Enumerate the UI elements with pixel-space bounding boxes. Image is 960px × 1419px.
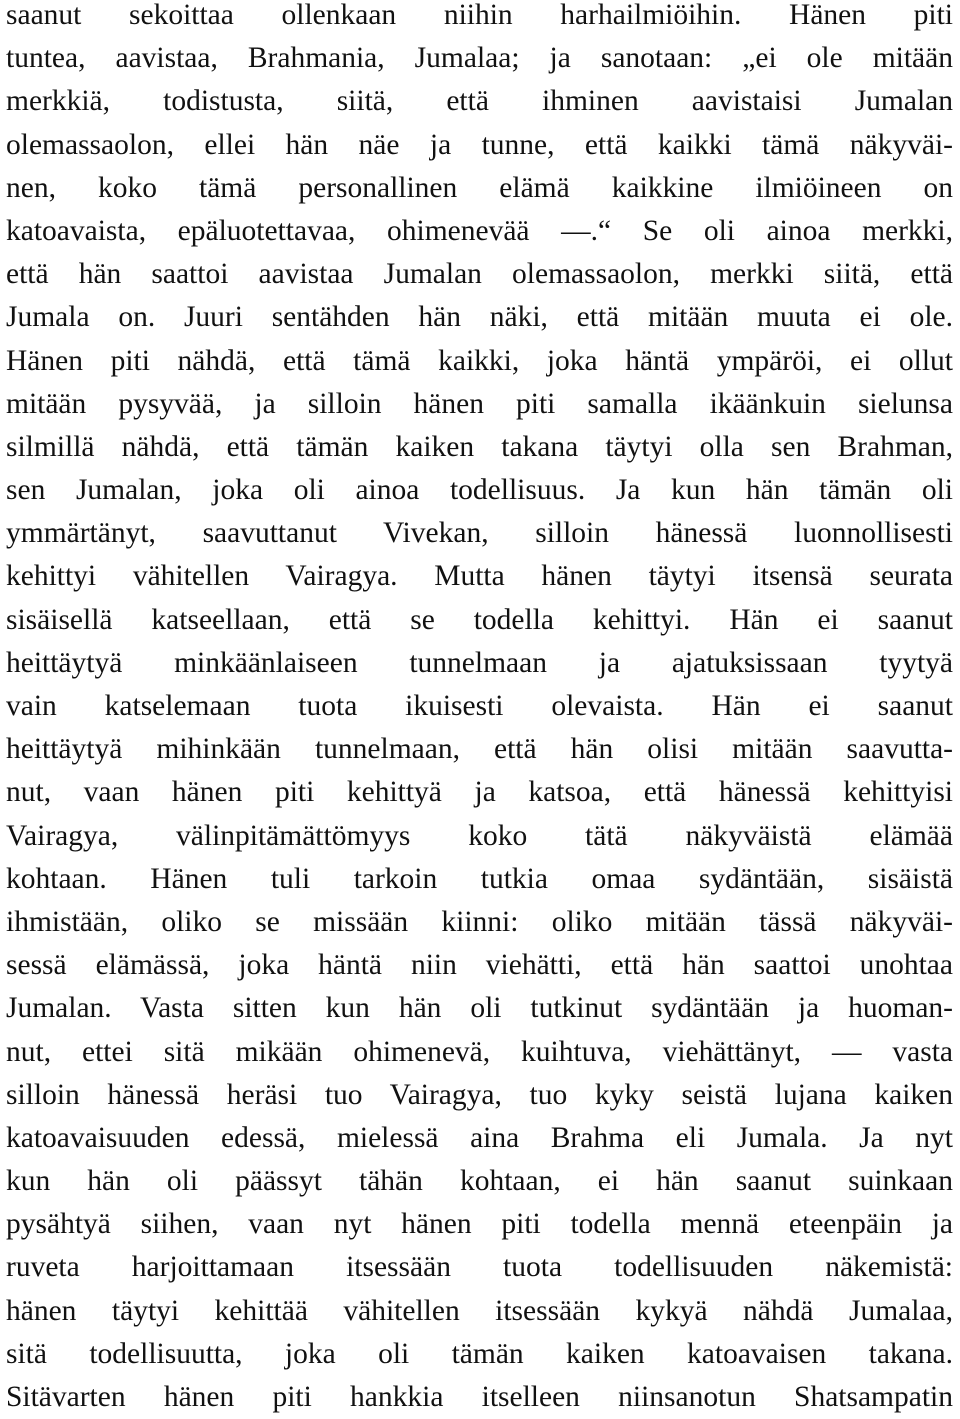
text-line: Vairagya, välinpitämättömyys koko tätä näkyväistä elämää xyxy=(6,819,953,852)
text-line: Hänen piti nähdä, että tämä kaikki, joka häntä ympäröi, ei ollut xyxy=(6,344,953,377)
text-line: kun hän oli päässyt tähän kohtaan, ei hän saanut suinkaan xyxy=(6,1165,953,1198)
text-line: katoavaisuuden edessä, mielessä aina Brahma eli Jumala. Ja nyt xyxy=(6,1121,953,1154)
text-line: kohtaan. Hänen tuli tarkoin tutkia omaa sydäntään, sisäistä xyxy=(6,862,953,895)
text-line: sisäisellä katseellaan, että se todella kehittyi. Hän ei saanut xyxy=(6,603,953,636)
text-block xyxy=(6,0,953,1419)
text-line: hänen täytyi kehittää vähitellen itsessään kykyä nähdä Jumalaa, xyxy=(6,1294,953,1327)
text-line: kehittyi vähitellen Vairagya. Mutta hänen täytyi itsensä seurata xyxy=(6,560,953,593)
text-line: Sitävarten hänen piti hankkia itselleen niinsanotun Shatsampatin xyxy=(6,1381,953,1413)
text-line: ymmärtänyt, saavuttanut Vivekan, silloin hänessä luonnollisesti xyxy=(6,517,953,550)
text-line: pysähtyä siihen, vaan nyt hänen piti todella mennä eteenpäin ja xyxy=(6,1208,953,1241)
text-line: ihmistään, oliko se missään kiinni: oliko mitään tässä näkyväi- xyxy=(6,905,953,938)
text-line: nut, vaan hänen piti kehittyä ja katsoa, että hänessä kehittyisi xyxy=(6,776,953,809)
text-line: sitä todellisuutta, joka oli tämän kaiken katoavaisen takana. xyxy=(6,1337,953,1370)
text-line: Jumalan. Vasta sitten kun hän oli tutkinut sydäntään ja huoman- xyxy=(6,992,953,1025)
text-line: olemassaolon, ellei hän näe ja tunne, että kaikki tämä näkyväi- xyxy=(6,128,953,161)
text-line: vain katselemaan tuota ikuisesti olevaista. Hän ei saanut xyxy=(6,690,953,722)
text-line: silmillä nähdä, että tämän kaiken takana täytyi olla sen Brahman, xyxy=(6,430,953,463)
text-line: tuntea, aavistaa, Brahmania, Jumalaa; ja sanotaan: „ei ole mitään xyxy=(6,42,953,75)
text-line: katoavaista, epäluotettavaa, ohimenevää —.“ Se oli ainoa merkki, xyxy=(6,214,953,247)
text-line: heittäytyä mihinkään tunnelmaan, että hän olisi mitään saavutta- xyxy=(6,733,953,766)
text-line: sen Jumalan, joka oli ainoa todellisuus. Ja kun hän tämän oli xyxy=(6,474,953,507)
text-line: että hän saattoi aavistaa Jumalan olemassaolon, merkki siitä, että xyxy=(6,258,953,291)
text-line: nut, ettei sitä mikään ohimenevä, kuihtuva, viehättänyt, — vasta xyxy=(6,1035,953,1068)
text-line: nen, koko tämä personallinen elämä kaikkine ilmiöineen on xyxy=(6,171,953,204)
text-line: Jumala on. Juuri sentähden hän näki, että mitään muuta ei ole. xyxy=(6,301,953,334)
text-line: sessä elämässä, joka häntä niin viehätti, että hän saattoi unohtaa xyxy=(6,949,953,982)
text-line: mitään pysyvää, ja silloin hänen piti samalla ikäänkuin sielunsa xyxy=(6,387,953,420)
text-line: silloin hänessä heräsi tuo Vairagya, tuo kyky seistä lujana kaiken xyxy=(6,1078,953,1111)
text-line: merkkiä, todistusta, siitä, että ihminen aavistaisi Jumalan xyxy=(6,85,953,118)
text-line: saanut sekoittaa ollenkaan niihin harhailmiöihin. Hänen piti xyxy=(6,0,953,31)
text-line: heittäytyä minkäänlaiseen tunnelmaan ja ajatuksissaan tyytyä xyxy=(6,646,953,679)
text-line: ruveta harjoittamaan itsessään tuota todellisuuden näkemistä: xyxy=(6,1251,953,1284)
